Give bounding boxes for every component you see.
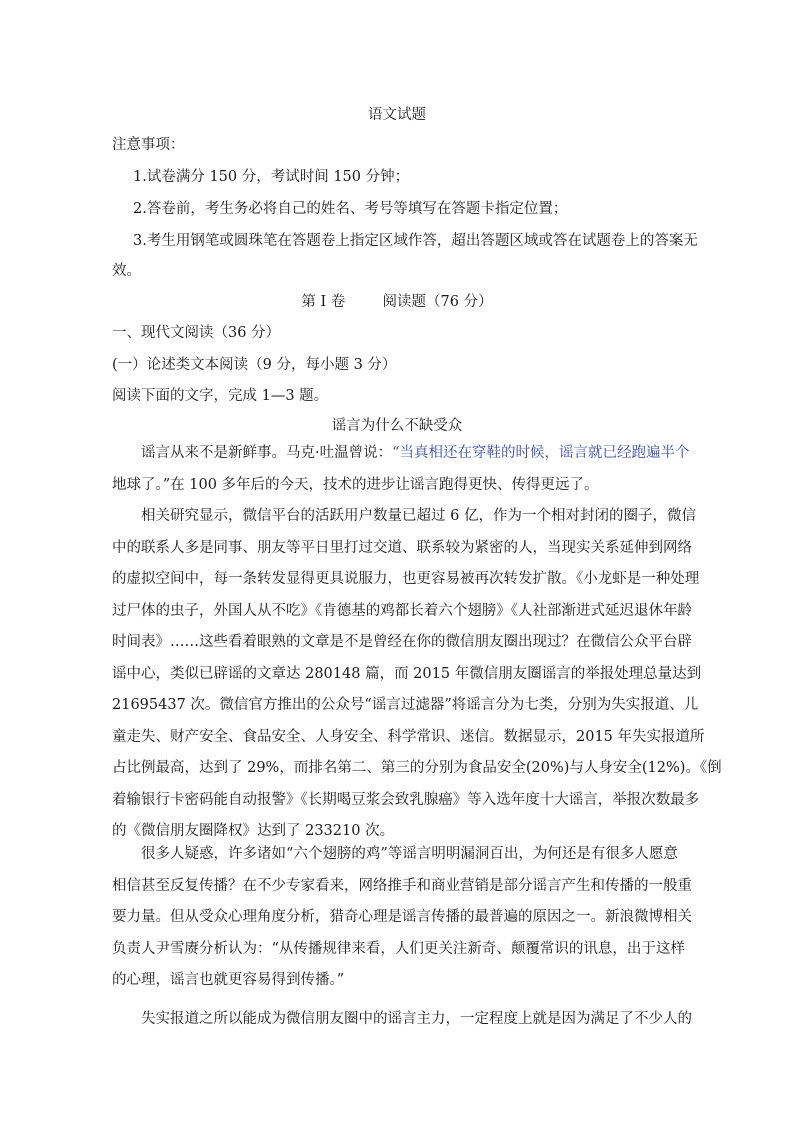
article-paragraph-4 [112,1004,692,1036]
quote-text: “当真相还在穿鞋的时候，谣言就已经跑遍半个 [392,445,690,461]
paragraph-line: 占比例最高，达到了 29%，而排名第二、第三的分别为食品安全(20%)与人身安全(12%)。《倒 [112,760,722,776]
subsection-heading: (一）论述类文本阅读（9 分，每小题 3 分） [112,357,397,373]
paragraph-line: 童走失、财产安全、食品安全、人身安全、科学常识、迷信。数据显示，2015 年失实报道所 [112,728,705,745]
reading-instruction: 阅读下面的文字，完成 1—3 题。 [112,388,329,404]
paragraph-line: 21695437 次。微信官方推出的公众号“谣言过滤器”将谣言分为七类，分别为失实报道、儿 [112,697,699,713]
notice-item-3-cont: 效。 [112,263,141,279]
paragraph-line: 时间表》……这些看着眼熟的文章是不是曾经在你的微信朋友圈出现过？在微信公众平台辟 [112,634,692,650]
article-paragraph-3 [112,839,692,997]
volume-heading [0,290,794,311]
paragraph-line: 中的联系人多是同事、朋友等平日里打过交道、联系较为紧密的人，当现实关系延伸到网络 [112,539,692,556]
article-paragraph-1 [112,438,690,501]
notice-heading: 注意事项： [112,137,185,153]
notice-item-1: 1.试卷满分 150 分，考试时间 150 分钟； [133,169,410,185]
paragraph-line: 很多人疑惑，许多诸如“六个翅膀的鸡”等谣言明明漏洞百出，为何还是有很多人愿意 [141,846,678,862]
paragraph-line: 谣中心，类似已辟谣的文章达 280148 篇，而 2015 年微信朋友圈谣言的举报处理总量达到 [112,665,702,682]
article-paragraph-2 [112,501,722,848]
paragraph-text: 谣言从来不是新鲜事。马克·吐温曾说： [141,445,393,461]
notice-item-3: 3.考生用钢笔或圆珠笔在答题卷上指定区域作答，超出答题区域或答在试题卷上的答案无 [133,233,698,249]
paragraph-line [112,438,690,470]
paragraph-line: 失实报道之所以能成为微信朋友圈中的谣言主力，一定程度上就是因为满足了不少人的 [141,1011,692,1027]
paragraph-line: 相关研究显示，微信平台的活跃用户数量已超过 6 亿，作为一个相对封闭的圈子，微信 [141,508,696,524]
section-heading: 一、现代文阅读（36 分） [112,325,281,341]
paragraph-line: 着输银行卡密码能自动报警》《长期喝豆浆会致乳腺癌》等入选年度十大谣言，举报次数最多 [112,791,700,808]
paragraph-line: 地球了。”在 100 多年后的今天，技术的进步让谣言跑得更快、传得更远了。 [112,476,599,493]
paragraph-line: 负责人尹雪赓分析认为：“从传播规律来看，人们更关注新奇、颠覆常识的讯息，出于这样 [112,940,685,957]
paragraph-line: 的《微信朋友圈降权》达到了 233210 次。 [112,823,395,839]
paragraph-line: 相信甚至反复传播？在不少专家看来，网络推手和商业营销是部分谣言产生和传播的一般重 [112,877,692,894]
paragraph-line: 的心理，谣言也就更容易得到传播。” [112,972,345,988]
page-title: 语文试题 [368,107,426,123]
volume-label: 第 I 卷 [301,294,346,310]
article-title: 谣言为什么不缺受众 [331,418,463,434]
paragraph-line: 的虚拟空间中，每一条转发显得更具说服力，也更容易被再次转发扩散。《小龙虾是一种处理 [112,571,700,587]
paragraph-line: 过尸体的虫子，外国人从不吃》《肯德基的鸡都长着六个翅膀》《人社部渐进式延迟退休年龄 [112,602,692,619]
paragraph-line: 要力量。但从受众心理角度分析，猎奇心理是谣言传播的最普遍的原因之一。新浪微博相关 [112,909,692,925]
volume-score: 阅读题（76 分） [382,294,493,310]
notice-item-2: 2.答卷前，考生务必将自己的姓名、考号等填写在答题卡指定位置； [133,201,568,217]
